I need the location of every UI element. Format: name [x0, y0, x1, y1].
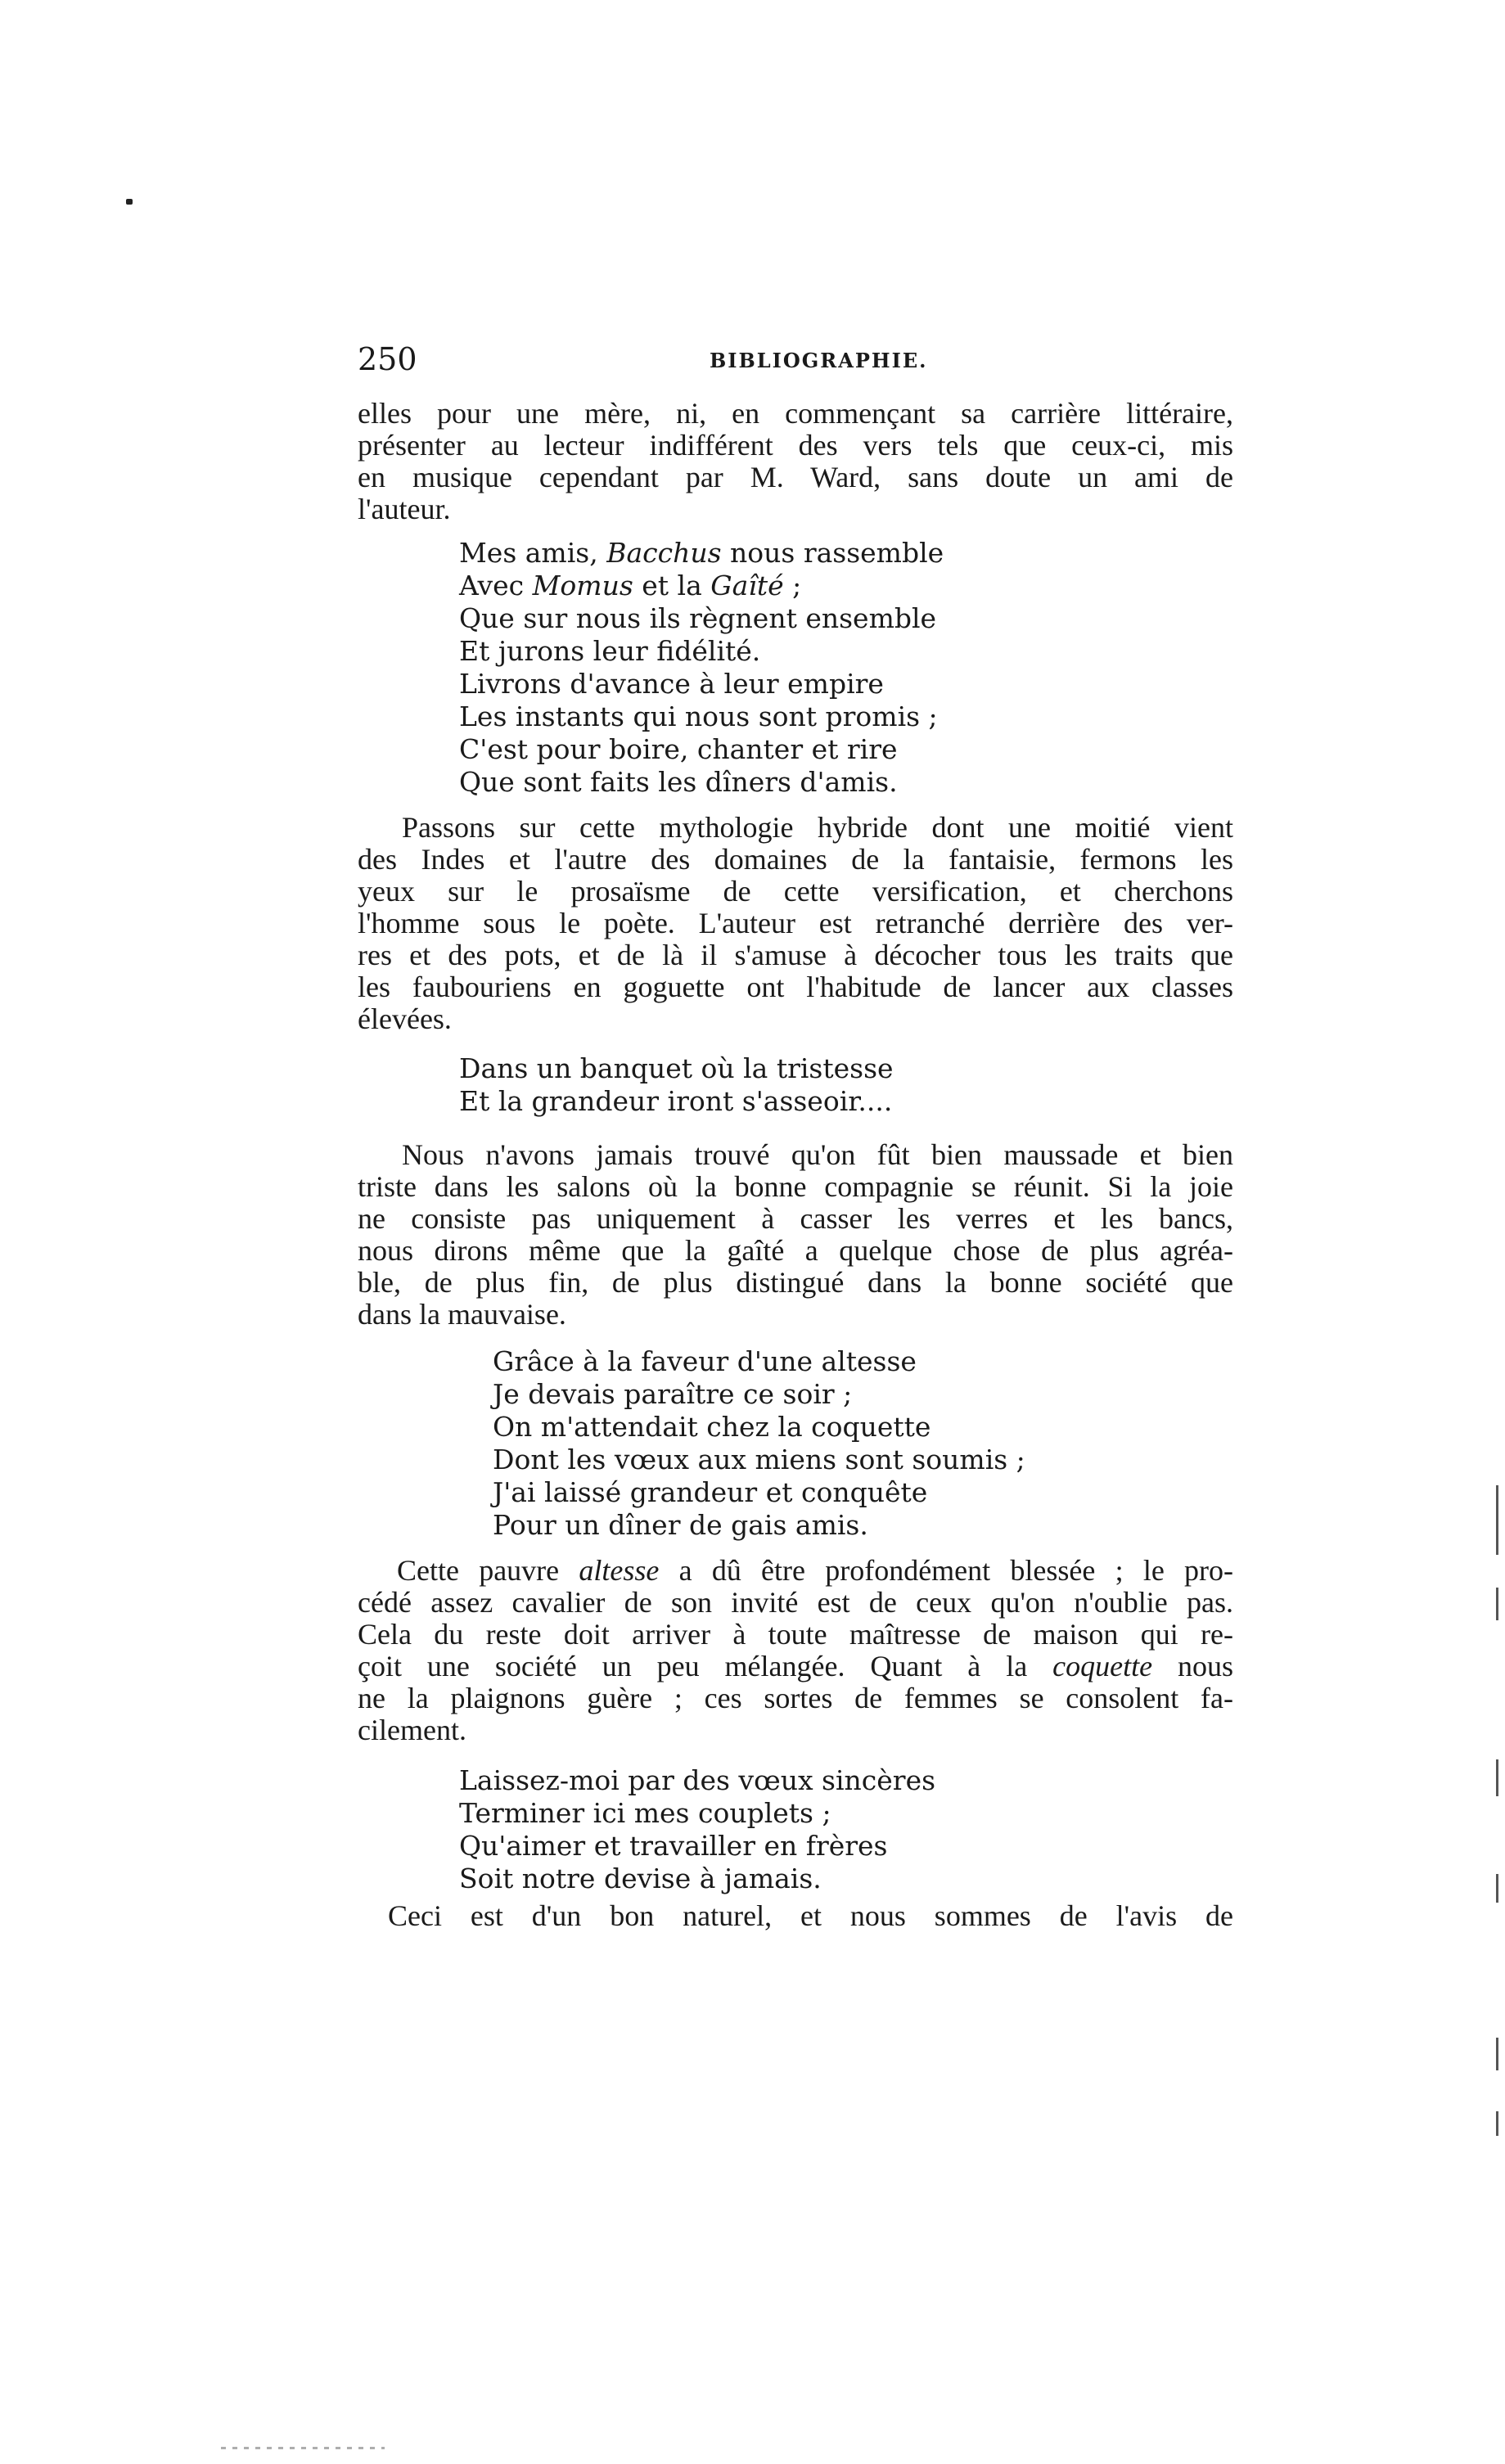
verse-line: Pour un dîner de gais amis. [493, 1509, 868, 1541]
text-line: res et des pots, et de là il s'amuse à décocher tous les traits que [358, 939, 1233, 971]
text-line: Nous n'avons jamais trouvé qu'on fût bien maussade et bien [402, 1138, 1233, 1171]
paragraph [358, 1139, 1233, 1331]
verse-line: C'est pour boire, chanter et rire [459, 733, 898, 765]
verse-stanza [459, 537, 1335, 799]
verse-line: Terminer ici mes couplets ; [459, 1797, 831, 1829]
verse-line: Laissez-moi par des vœux sincères [459, 1764, 936, 1796]
scan-edge-mark [1496, 1588, 1498, 1620]
verse-stanza [459, 1764, 1335, 1895]
page-header [358, 340, 1233, 379]
scan-edge-mark [1496, 1874, 1498, 1903]
verse-line: Et jurons leur fidélité. [459, 635, 761, 667]
text-line: dans la mauvaise. [358, 1298, 566, 1331]
scan-noise [221, 2447, 385, 2449]
verse-line: Soit notre devise à jamais. [459, 1863, 822, 1894]
scan-edge-mark [1496, 2111, 1498, 2136]
verse-line: Et la grandeur iront s'asseoir.... [459, 1085, 893, 1117]
paragraph [358, 1555, 1233, 1746]
text-line: ble, de plus fin, de plus distingué dans la bonne société que [358, 1266, 1233, 1299]
verse-line: Que sont faits les dîners d'amis. [459, 766, 898, 798]
text-line: Passons sur cette mythologie hybride dont une moitié vient [402, 811, 1233, 844]
verse-line: On m'attendait chez la coquette [493, 1411, 931, 1443]
verse-line: Qu'aimer et travailler en frères [459, 1830, 888, 1862]
verse-line: Livrons d'avance à leur empire [459, 668, 884, 700]
verse-stanza [459, 1052, 1335, 1118]
text-line: çoit une société un peu mélangée. Quant à la coquette nous [358, 1650, 1234, 1682]
verse-line: Mes amis, Bacchus nous rassemble [459, 537, 944, 569]
verse-line: Les instants qui nous sont promis ; [459, 700, 938, 732]
text-line: nous dirons même que la gaîté a quelque chose de plus agréa- [358, 1234, 1233, 1267]
scan-edge-mark [1496, 1759, 1498, 1796]
page-number: 250 [358, 341, 417, 377]
text-line: Cela du reste doit arriver à toute maîtresse de maison qui re- [358, 1618, 1233, 1651]
text-line: les faubouriens en goguette ont l'habitude de lancer aux classes [358, 971, 1233, 1003]
text-line: cédé assez cavalier de son invité est de ceux qu'on n'oublie pas. [358, 1586, 1233, 1619]
text-line: l'auteur. [358, 493, 451, 525]
text-line: ne consiste pas uniquement à casser les verres et les bancs, [358, 1202, 1233, 1235]
text-line: présenter au lecteur indifférent des vers tels que ceux-ci, mis [358, 429, 1233, 462]
verse-line: Que sur nous ils règnent ensemble [459, 602, 937, 634]
paragraph [358, 398, 1233, 525]
verse-line: Avec Momus et la Gaîté ; [459, 570, 802, 601]
text-line: cilement. [358, 1714, 466, 1746]
scan-edge-mark [1496, 2038, 1498, 2070]
text-line: l'homme sous le poète. L'auteur est retranché derrière des ver- [358, 907, 1233, 939]
text-line: des Indes et l'autre des domaines de la fantaisie, fermons les [358, 843, 1233, 876]
verse-line: Grâce à la faveur d'une altesse [493, 1345, 917, 1377]
verse-line: J'ai laissé grandeur et conquête [493, 1476, 928, 1508]
verse-line: Je devais paraître ce soir ; [493, 1378, 853, 1410]
paragraph [358, 1900, 1233, 1932]
verse-stanza [493, 1345, 1368, 1542]
text-line: élevées. [358, 1002, 452, 1035]
running-head: BIBLIOGRAPHIE. [710, 349, 928, 372]
text-line: Cette pauvre altesse a dû être profondément blessée ; le pro- [397, 1554, 1234, 1587]
text-line: en musique cependant par M. Ward, sans doute un ami de [358, 461, 1233, 493]
verse-line: Dont les vœux aux miens sont soumis ; [493, 1444, 1025, 1475]
ink-speck [126, 199, 133, 205]
text-line: Ceci est d'un bon naturel, et nous sommes de l'avis de [388, 1899, 1233, 1932]
text-line: yeux sur le prosaïsme de cette versification, et cherchons [358, 875, 1233, 908]
text-line: ne la plaignons guère ; ces sortes de femmes se consolent fa- [358, 1682, 1233, 1714]
verse-line: Dans un banquet où la tristesse [459, 1052, 894, 1084]
scan-edge-mark [1496, 1485, 1498, 1555]
text-line: triste dans les salons où la bonne compagnie se réunit. Si la joie [358, 1170, 1233, 1203]
paragraph [358, 812, 1233, 1035]
text-line: elles pour une mère, ni, en commençant sa carrière littéraire, [358, 397, 1233, 430]
